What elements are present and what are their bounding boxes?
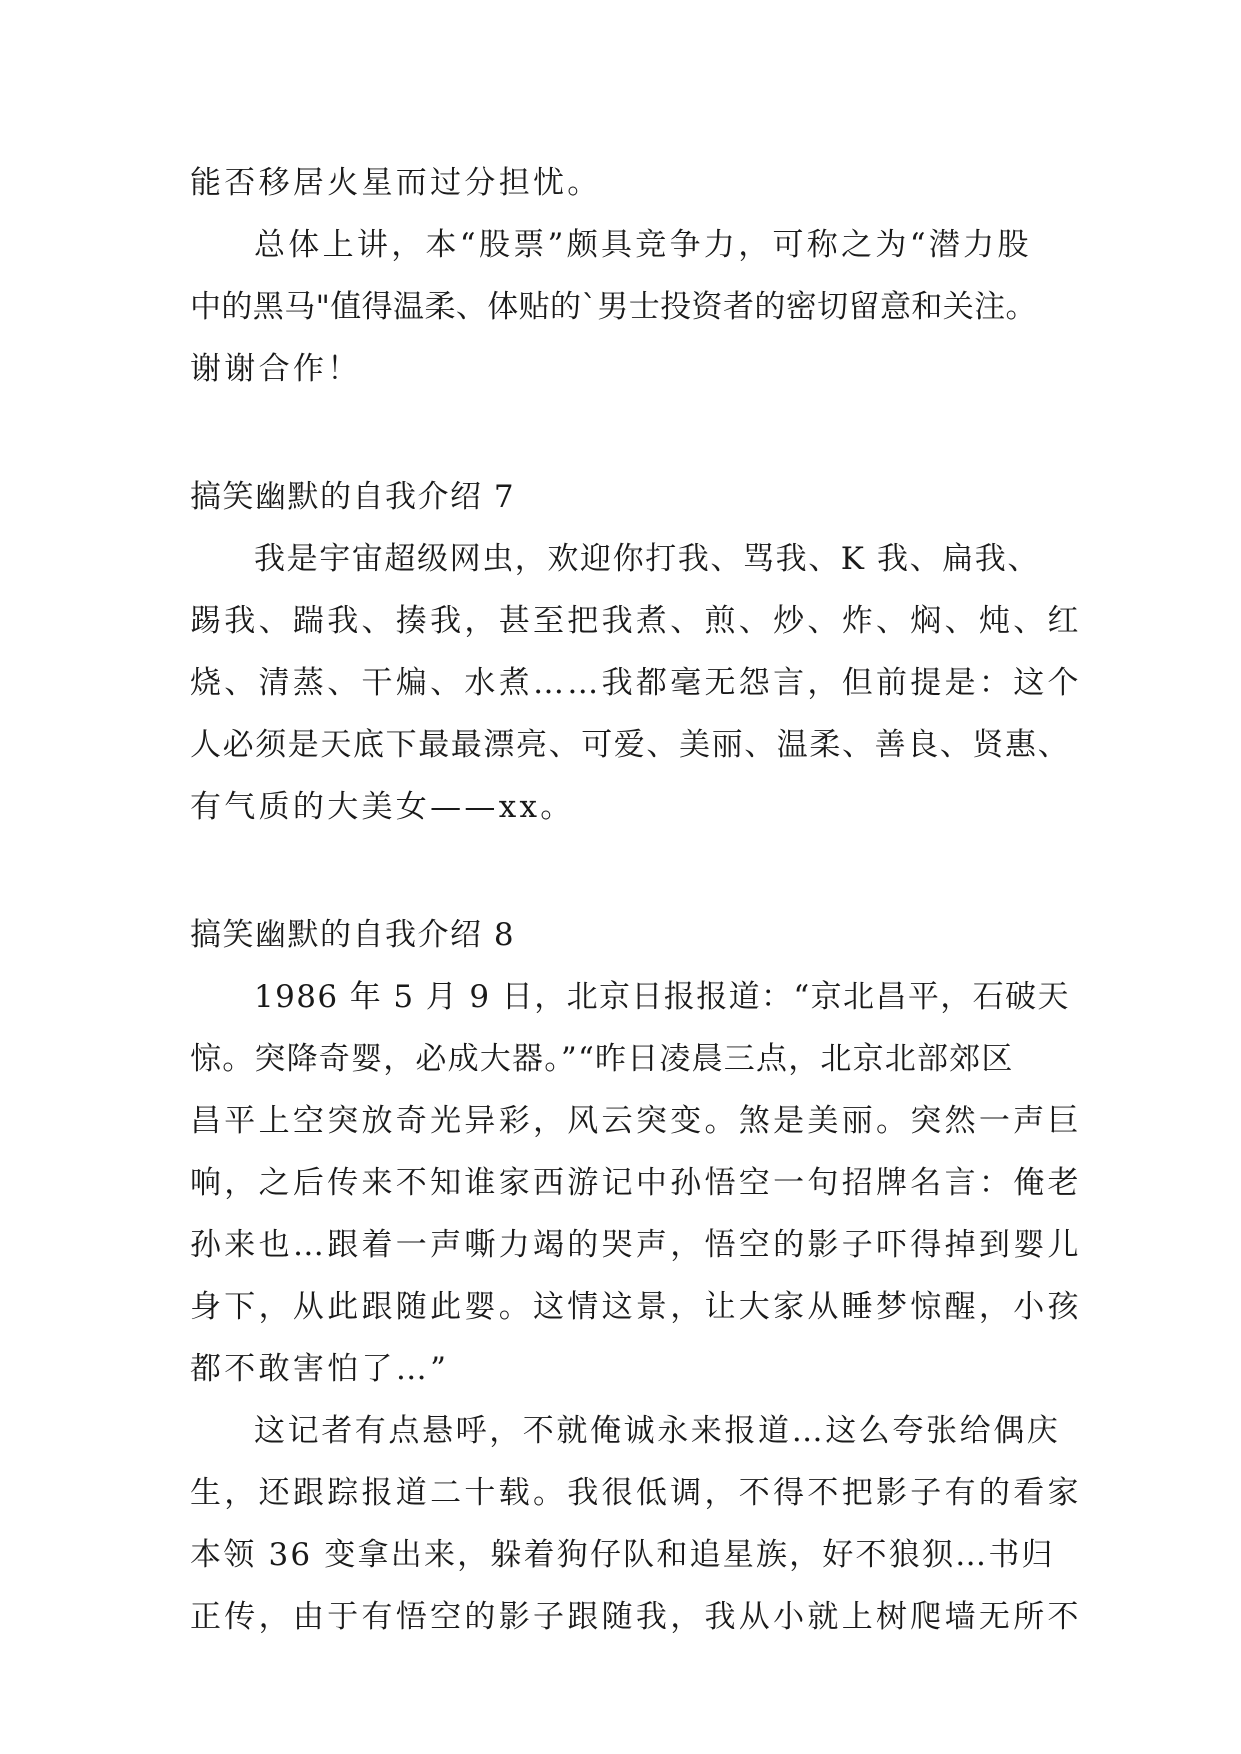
section-gap xyxy=(190,400,1052,466)
text-line: 能否移居火星而过分担忧。 xyxy=(190,165,602,201)
text-line: 正传，由于有悟空的影子跟随我，我从小就上树爬墙无所不 xyxy=(190,1599,1082,1635)
text-line: 中的黑马"值得温柔、体贴的`男士投资者的密切留意和关注。 xyxy=(190,289,1037,325)
text-line: 本领 36 变拿出来，躲着狗仔队和追星族，好不狼狈…书归 xyxy=(190,1537,1055,1573)
section-heading: 搞笑幽默的自我介绍 8 xyxy=(190,917,516,953)
section-heading: 搞笑幽默的自我介绍 7 xyxy=(190,479,516,515)
text-line: 响，之后传来不知谁家西游记中孙悟空一句招牌名言：俺老 xyxy=(190,1165,1082,1201)
text-line: 我是宇宙超级网虫，欢迎你打我、骂我、K 我、扁我、 xyxy=(254,541,1041,577)
intro-paragraph-continuation xyxy=(190,152,1052,214)
text-line: 烧、清蒸、干煸、水煮……我都毫无怨言，但前提是：这个 xyxy=(190,665,1082,701)
text-line: 踢我、踹我、揍我，甚至把我煮、煎、炒、炸、焖、炖、红 xyxy=(190,603,1082,639)
section-8-paragraph-2 xyxy=(190,1400,1082,1648)
text-line: 1986 年 5 月 9 日，北京日报报道：“京北昌平，石破天 xyxy=(254,979,1070,1015)
text-line: 这记者有点悬呼，不就俺诚永来报道…这么夸张给偶庆 xyxy=(254,1413,1061,1449)
text-line: 都不敢害怕了…” xyxy=(190,1351,450,1387)
section-7 xyxy=(190,466,1082,838)
text-line: 孙来也…跟着一声嘶力竭的哭声，悟空的影子吓得掉到婴儿 xyxy=(190,1227,1082,1263)
text-line: 惊。突降奇婴，必成大器。”“昨日凌晨三点，北京北部郊区 xyxy=(190,1041,1014,1077)
text-line: 昌平上空突放奇光异彩，风云突变。煞是美丽。突然一声巨 xyxy=(190,1103,1082,1139)
text-line: 谢谢合作！ xyxy=(190,351,362,387)
section-gap xyxy=(190,838,1052,904)
text-line: 生，还跟踪报道二十载。我很低调，不得不把影子有的看家 xyxy=(190,1475,1082,1511)
text-line: 身下，从此跟随此婴。这情这景，让大家从睡梦惊醒，小孩 xyxy=(190,1289,1082,1325)
text-line: 人必须是天底下最最漂亮、可爱、美丽、温柔、善良、贤惠、 xyxy=(190,727,1071,763)
document-page xyxy=(190,152,1082,1648)
section-8 xyxy=(190,904,1082,1648)
text-line: 总体上讲，本“股票”颇具竞争力，可称之为“潜力股 xyxy=(254,227,1032,263)
section-7-paragraph xyxy=(190,528,1082,838)
intro-paragraph-summary xyxy=(190,214,1052,400)
text-line: 有气质的大美女——xx。 xyxy=(190,789,575,825)
section-8-paragraph-1 xyxy=(190,966,1082,1400)
